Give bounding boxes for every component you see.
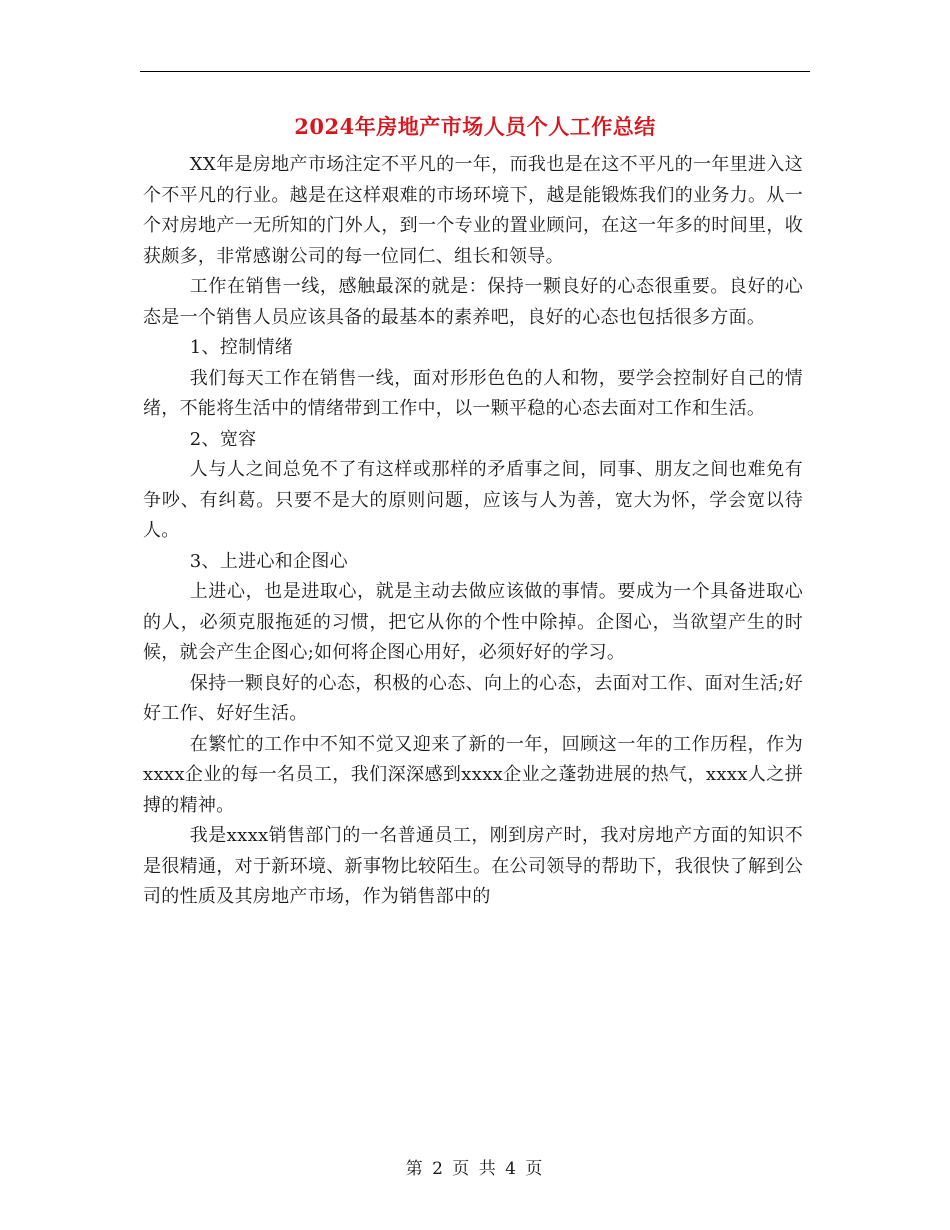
paragraph: 我是xxxx销售部门的一名普通员工，刚到房产时，我对房地产方面的知识不是很精通，对于新环境、新事物比较陌生。在公司领导的帮助下，我很快了解到公司的性质及其房地产市场，作为销售部中的 bbox=[143, 825, 803, 907]
section-heading: 2、宽容 bbox=[189, 428, 257, 450]
document-body bbox=[143, 150, 803, 913]
paragraph: 保持一颗良好的心态，积极的心态、向上的心态，去面对工作、面对生活;好好工作、好好生活。 bbox=[143, 672, 803, 724]
paragraph: 人与人之间总免不了有这样或那样的矛盾事之间，同事、朋友之间也难免有争吵、有纠葛。只要不是大的原则问题，应该与人为善，宽大为怀，学会宽以待人。 bbox=[143, 459, 803, 541]
paragraph: 在繁忙的工作中不知不觉又迎来了新的一年，回顾这一年的工作历程，作为xxxx企业的每一名员工，我们深深感到xxxx企业之蓬勃进展的热气，xxxx人之拼搏的精神。 bbox=[143, 733, 803, 816]
paragraph: 工作在销售一线，感触最深的就是：保持一颗良好的心态很重要。良好的心态是一个销售人员应该具备的最基本的素养吧，良好的心态也包括很多方面。 bbox=[143, 276, 803, 328]
document-title: 2024年房地产市场人员个人工作总结 bbox=[294, 114, 656, 139]
paragraph: XX年是房地产市场注定不平凡的一年，而我也是在这不平凡的一年里进入这个不平凡的行业。越是在这样艰难的市场环境下，越是能锻炼我们的业务力。从一个对房地产一无所知的门外人，到一个专业的置业顾问，在这一年多的时间里，收获颇多，非常感谢公司的每一位同仁、组长和领导。 bbox=[143, 154, 803, 267]
paragraph: 我们每天工作在销售一线，面对形形色色的人和物，要学会控制好自己的情绪，不能将生活中的情绪带到工作中，以一颗平稳的心态去面对工作和生活。 bbox=[143, 367, 803, 419]
page-footer: 第 2 页 共 4 页 bbox=[405, 1159, 545, 1179]
section-heading: 3、上进心和企图心 bbox=[189, 550, 348, 572]
paragraph: 上进心，也是进取心，就是主动去做应该做的事情。要成为一个具备进取心的人，必须克服拖延的习惯，把它从你的个性中除掉。企图心，当欲望产生的时候，就会产生企图心;如何将企图心用好，必须好好的学习。 bbox=[143, 581, 803, 663]
section-heading: 1、控制情绪 bbox=[189, 337, 294, 358]
header-rule bbox=[140, 71, 810, 72]
